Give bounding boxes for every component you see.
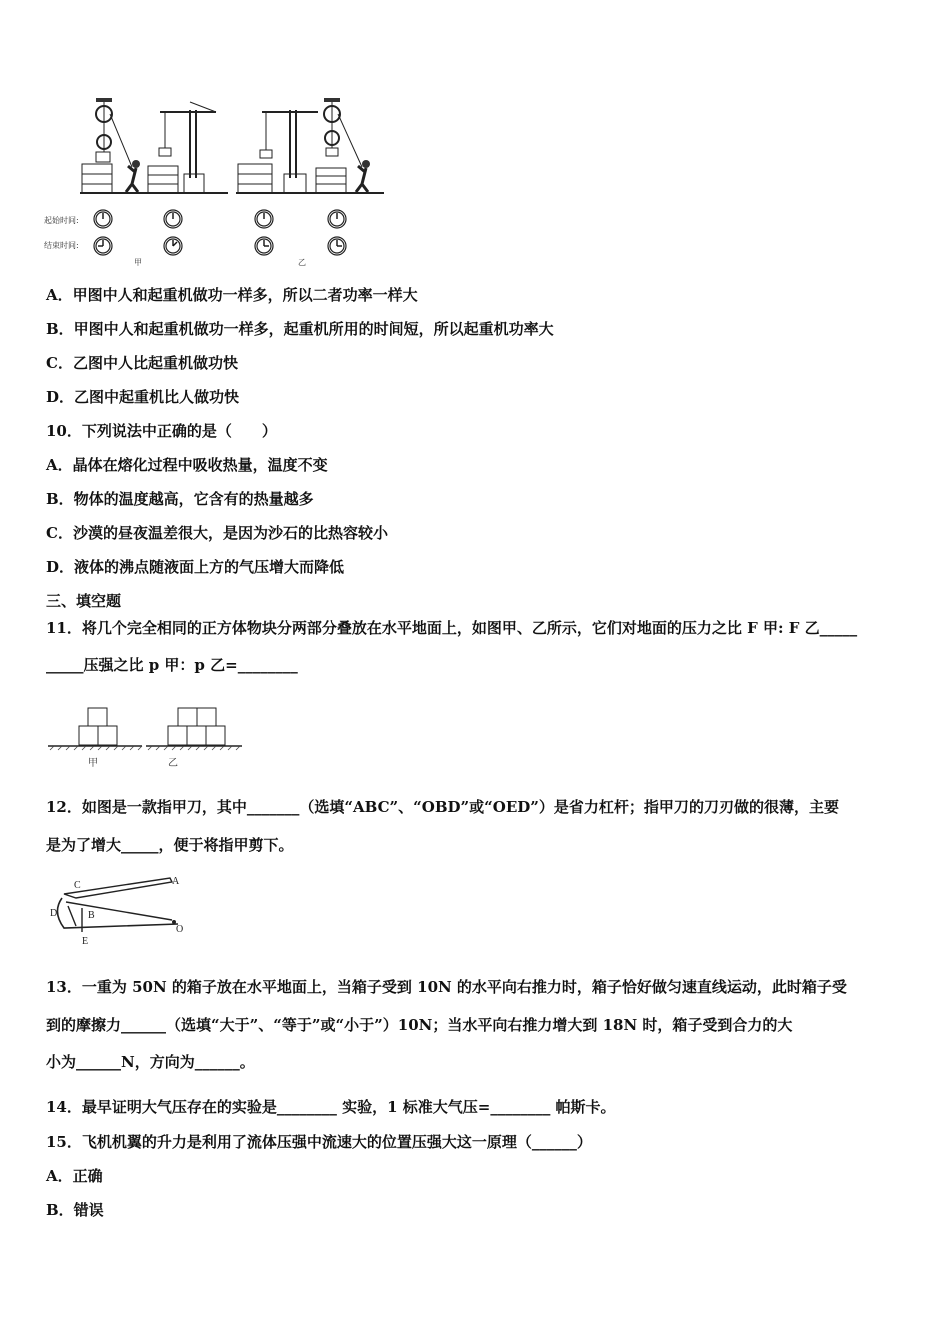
q10-option-b: B．物体的温度越高，它含有的热量越多 [46,490,314,508]
q14: 14．最早证明大气压存在的实验是________ 实验，1 标准大气压=________ 帕斯卡。 [46,1098,616,1116]
label-d: D [50,908,58,919]
figure-work-power [40,92,400,272]
q10-option-c: C．沙漠的昼夜温差很大，是因为沙石的比热容较小 [46,524,388,542]
q9-option-c: C．乙图中人比起重机做功快 [46,354,238,372]
q13-line1: 13．一重为 50N 的箱子放在水平地面上，当箱子受到 10N 的水平向右推力时，箱子恰好做匀速直线运动，此时箱子受 [46,978,847,996]
q9-option-d: D．乙图中起重机比人做功快 [46,388,240,406]
q10-stem: 10．下列说法中正确的是（ ） [46,422,277,440]
q12-line1: 12．如图是一款指甲刀，其中_______（选填“ABC”、“OBD”或“OED”）是省力杠杆；指甲刀的刀刃做的很薄，主要 [46,798,839,816]
label-e: E [82,936,89,947]
caption-jia: 甲 [134,258,142,267]
caption-yi: 乙 [298,258,306,267]
q10-option-d: D．液体的沸点随液面上方的气压增大而降低 [46,558,345,576]
q9-option-a: A．甲图中人和起重机做功一样多，所以二者功率一样大 [46,286,418,304]
q11-caption-jia: 甲 [88,758,98,769]
q15-option-a: A．正确 [46,1167,103,1185]
q11-line1: 11．将几个完全相同的正方体物块分两部分叠放在水平地面上，如图甲、乙所示，它们对地面的压力之比 F 甲: F 乙_____ [46,619,858,637]
q15-option-b: B．错误 [46,1201,104,1219]
q11-caption-yi: 乙 [168,758,178,769]
start-time-label: 起始时间: [44,216,79,225]
q13-line3: 小为______N，方向为______。 [46,1053,255,1071]
figure-nail-clipper [46,872,191,948]
q15-stem: 15．飞机机翼的升力是利用了流体压强中流速大的位置压强大这一原理（______） [46,1133,592,1151]
q9-option-b: B．甲图中人和起重机做功一样多，起重机所用的时间短，所以起重机功率大 [46,320,554,338]
q11-line2: _____压强之比 p 甲：p 乙=________ [46,656,298,674]
q13-line2: 到的摩擦力______（选填“大于”、“等于”或“小于”）10N；当水平向右推力增大到 18N 时，箱子受到合力的大 [46,1016,793,1034]
q12-line2: 是为了增大_____，便于将指甲剪下。 [46,836,294,854]
label-a: A [172,876,180,887]
figure-stacked-cubes [46,700,251,772]
label-o: O [176,924,184,935]
end-time-label: 结束时间: [44,241,79,250]
section-title: 三、填空题 [46,592,122,610]
q10-option-a: A．晶体在熔化过程中吸收热量，温度不变 [46,456,328,474]
label-c: C [74,880,81,891]
label-b: B [88,910,95,921]
